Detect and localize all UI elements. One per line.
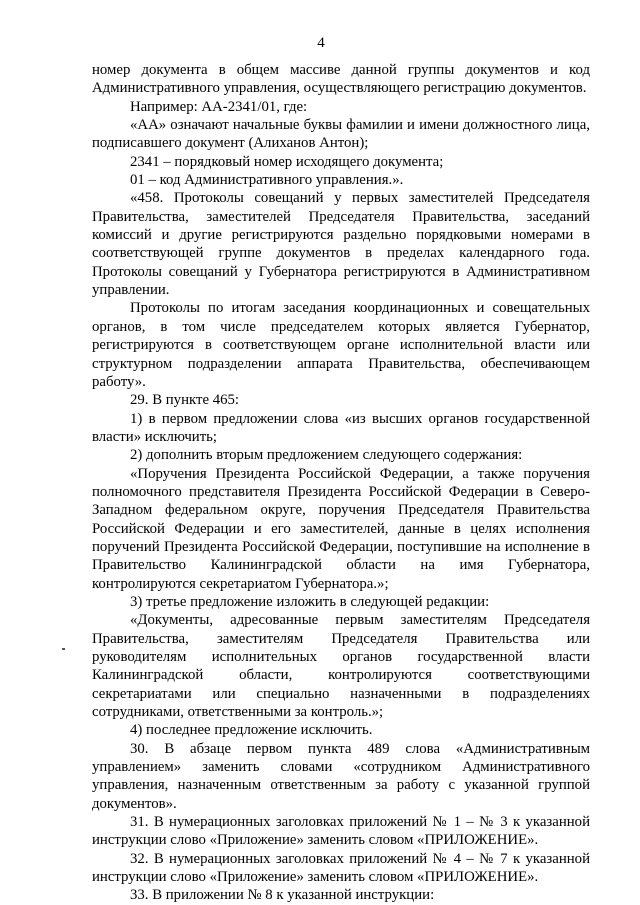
paragraph: 2341 – порядковый номер исходящего документа; (130, 153, 444, 170)
paragraph: 29. В пункте 465: (130, 392, 240, 409)
paragraph: 4) последнее предложение исключить. (130, 722, 373, 739)
scan-artifact (62, 648, 65, 650)
paragraph: 3) третье предложение изложить в следующей редакции: (130, 593, 490, 610)
paragraph: 32. В нумерационных заголовках приложений № 4 – № 7 к указанной инструкции слово «Приложение» заменить словом «ПРИЛОЖЕНИЕ». (92, 850, 590, 886)
paragraph: 2) дополнить вторым предложением следующего содержания: (130, 447, 523, 464)
paragraph: номер документа в общем массиве данной группы документов и код Административного управления, осуществляющего регистрацию документов. (92, 62, 590, 97)
paragraph: 01 – код Административного управления.». (130, 172, 404, 189)
paragraph: 30. В абзаце первом пункта 489 слова «Административным управлением» заменить словами «сотрудником Административного управления, назначенным ответственным за работу с указанной группой документов». (92, 740, 590, 812)
paragraph: «АА» означают начальные буквы фамилии и имени должностного лица, подписавшего документ (Алиханов Антон); (92, 117, 590, 152)
paragraph: 33. В приложении № 8 к указанной инструкции: (130, 887, 435, 904)
document-body (92, 61, 590, 905)
paragraph: Например: АА-2341/01, где: (130, 98, 308, 115)
paragraph: 1) в первом предложении слова «из высших органов государственной власти» исключить; (92, 410, 590, 445)
paragraph: 31. В нумерационных заголовках приложений № 1 – № 3 к указанной инструкции слово «Приложение» заменить словом «ПРИЛОЖЕНИЕ». (92, 814, 590, 849)
paragraph: Протоколы по итогам заседания координационных и совещательных органов, в том числе председателем которых является Губернатор, регистрируются в соответствующем органе исполнительной власти или структурном подразделении аппарата Правительства, обеспечивающем работу». (92, 300, 590, 390)
paragraph: «Документы, адресованные первым заместителям Председателя Правительства, заместителям Председателя Правительства или руководителям исполнительных органов государственной власти Калининградской области, контролируются соответствующими секретариатами или специально назначенными в подразделениях сотрудниками, ответственными за контроль.»; (92, 612, 590, 721)
paragraph: «Поручения Президента Российской Федерации, а также поручения полномочного представителя Президента Российской Федерации в Северо-Западном федеральном округе, поручения Председателя Правительства Российской Федерации и его заместителей, данные в целях исполнения поручений Президента Российской Федерации, поступившие на исполнение в Правительство Калининградской области на имя Губернатора, контролируются секретариатом Губернатора.»; (92, 465, 590, 592)
page-number: 4 (317, 35, 325, 51)
paragraph: «458. Протоколы совещаний у первых заместителей Председателя Правительства, заместителей Председателя Правительства, заседаний комиссий и другие регистрируются раздельно порядковыми номерами в соответствующей группе документов в пределах календарного года. Протоколы совещаний у Губернатора регистрируются в Административном управлении. (92, 190, 590, 299)
